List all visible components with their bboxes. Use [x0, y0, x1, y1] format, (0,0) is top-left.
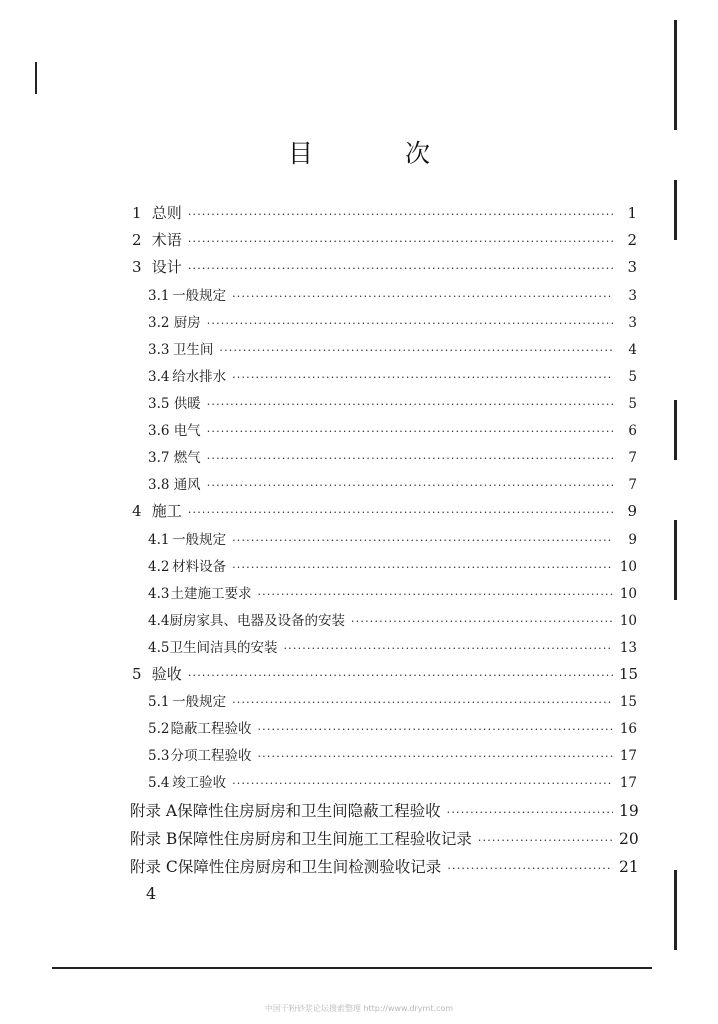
- toc-entry-number: 4.4: [148, 613, 170, 629]
- scan-edge-mark: [674, 520, 677, 600]
- toc-entry-number: 4.5: [148, 640, 170, 656]
- toc-entry-number: 4.1: [148, 532, 170, 548]
- toc-entry: [130, 827, 637, 849]
- toc-entry-page: 3: [627, 258, 637, 276]
- toc-entry-label: 燃气: [173, 450, 201, 466]
- toc-dot-leader: [188, 669, 613, 682]
- toc-dot-leader: [232, 561, 613, 574]
- toc-entry-label: 土建施工要求: [170, 586, 252, 602]
- toc-entry-label: 电气: [173, 423, 201, 439]
- toc-entry: [148, 636, 637, 658]
- toc-entry-number: 3.7: [148, 450, 170, 466]
- toc-entry-page: 17: [619, 775, 637, 791]
- toc-dot-leader: [447, 862, 613, 875]
- toc-entry-page: 19: [619, 802, 639, 820]
- toc-entry: [148, 609, 637, 631]
- toc-entry: [132, 256, 637, 278]
- toc-entry-label: 厨房: [173, 315, 201, 331]
- toc-entry-number: 5.2: [148, 721, 170, 737]
- toc-dot-leader: [232, 777, 613, 790]
- toc-entry-page: 9: [627, 502, 637, 520]
- toc-dot-leader: [232, 290, 613, 303]
- toc-entry: [148, 771, 637, 793]
- toc-entry: [132, 202, 637, 224]
- bottom-rule: [52, 967, 652, 969]
- toc-dot-leader: [207, 452, 613, 465]
- toc-entry-number: 2: [132, 231, 142, 249]
- toc-dot-leader: [219, 344, 613, 357]
- scan-edge-mark: [35, 62, 37, 94]
- toc-entry-label: 设计: [151, 258, 182, 276]
- toc-entry-number: 附录 A: [130, 802, 178, 820]
- toc-entry-label: 卫生间: [172, 342, 214, 358]
- toc-entry-number: 4.3: [148, 586, 170, 602]
- toc-entry-number: 5.1: [148, 694, 170, 710]
- toc-entry-number: 4: [132, 502, 142, 520]
- toc-dot-leader: [257, 750, 613, 763]
- toc-entry-page: 3: [628, 315, 637, 331]
- watermark-text: 中国干粉砂浆论坛搜索整理 http://www.drymt.com: [264, 1004, 454, 1013]
- toc-entry-page: 15: [619, 665, 639, 683]
- scan-edge-mark: [674, 180, 677, 240]
- toc-entry: [148, 284, 637, 306]
- toc-entry-number: 3: [132, 258, 142, 276]
- page-title: 目 次: [288, 139, 472, 168]
- toc-entry: [148, 365, 637, 387]
- toc-dot-leader: [232, 696, 613, 709]
- toc-dot-leader: [207, 317, 613, 330]
- toc-dot-leader: [188, 506, 613, 519]
- toc-entry-page: 15: [619, 694, 637, 710]
- toc-entry-number: 附录 C: [130, 858, 178, 876]
- toc-entry-page: 5: [628, 396, 637, 412]
- toc-entry: [148, 528, 637, 550]
- toc-entry: [148, 419, 637, 441]
- toc-entry: [148, 690, 637, 712]
- toc-entry-number: 3.8: [148, 477, 170, 493]
- toc-entry-page: 21: [619, 858, 639, 876]
- toc-entry: [130, 855, 637, 877]
- toc-entry-label: 施工: [151, 502, 182, 520]
- toc-entry-number: 4.2: [148, 559, 170, 575]
- toc-entry-page: 4: [628, 342, 637, 358]
- toc-entry-number: 3.2: [148, 315, 170, 331]
- toc-entry-number: 附录 B: [130, 830, 178, 848]
- toc-entry: [130, 799, 637, 821]
- scan-edge-mark: [674, 870, 677, 950]
- toc-entry-number: 3.3: [148, 342, 170, 358]
- toc-entry-label: 卫生间洁具的安装: [169, 640, 278, 656]
- toc-entry-number: 3.4: [148, 369, 170, 385]
- toc-dot-leader: [188, 208, 613, 221]
- toc-entry-label: 隐蔽工程验收: [170, 721, 252, 737]
- toc-entry-number: 5.3: [148, 748, 170, 764]
- toc-entry: [148, 744, 637, 766]
- toc-entry-label: 验收: [151, 665, 182, 683]
- toc-entry-label: 供暖: [173, 396, 201, 412]
- toc-entry-label: 通风: [173, 477, 201, 493]
- toc-entry-number: 5: [132, 665, 142, 683]
- toc-dot-leader: [207, 425, 613, 438]
- toc-entry-label: 给水排水: [172, 369, 227, 385]
- toc-entry-label: 一般规定: [172, 288, 227, 304]
- toc-entry: [148, 338, 637, 360]
- scan-edge-mark: [674, 20, 677, 130]
- toc-entry: [148, 582, 637, 604]
- toc-entry-label: 总则: [151, 204, 182, 222]
- toc-entry-page: 17: [619, 748, 637, 764]
- toc-dot-leader: [232, 534, 613, 547]
- toc-entry-label: 材料设备: [172, 559, 227, 575]
- scan-edge-mark: [674, 400, 677, 460]
- toc-entry-page: 10: [619, 559, 637, 575]
- toc-entry: [148, 392, 637, 414]
- toc-entry-label: 一般规定: [172, 694, 227, 710]
- toc-entry: [148, 311, 637, 333]
- toc-dot-leader: [283, 642, 613, 655]
- toc-entry-page: 5: [628, 369, 637, 385]
- toc-entry-page: 13: [619, 640, 637, 656]
- toc-entry-number: 5.4: [148, 775, 170, 791]
- toc-dot-leader: [257, 723, 613, 736]
- toc-entry-page: 3: [628, 288, 637, 304]
- toc-entry-page: 16: [619, 721, 637, 737]
- toc-entry: [132, 663, 637, 685]
- toc-entry-page: 7: [628, 477, 637, 493]
- toc-entry-page: 10: [619, 613, 637, 629]
- toc-entry: [148, 473, 637, 495]
- toc-entry-page: 10: [619, 586, 637, 602]
- toc-dot-leader: [351, 615, 613, 628]
- toc-entry-page: 1: [627, 204, 637, 222]
- toc-entry-label: 一般规定: [172, 532, 227, 548]
- toc-dot-leader: [188, 262, 613, 275]
- toc-dot-leader: [447, 806, 613, 819]
- toc-entry-page: 20: [619, 830, 639, 848]
- toc-entry-label: 厨房家具、电器及设备的安装: [169, 613, 345, 629]
- toc-entry: [148, 717, 637, 739]
- toc-dot-leader: [207, 479, 613, 492]
- toc-entry-label: 竣工验收: [172, 775, 227, 791]
- toc-dot-leader: [478, 834, 613, 847]
- toc-entry-label: 保障性住房厨房和卫生间施工工程验收记录: [177, 830, 472, 848]
- toc-entry: [132, 500, 637, 522]
- toc-entry-page: 9: [628, 532, 637, 548]
- toc-dot-leader: [232, 371, 613, 384]
- toc-entry: [132, 229, 637, 251]
- toc-entry: [148, 446, 637, 468]
- toc-entry-number: 3.6: [148, 423, 170, 439]
- toc-entry: [148, 555, 637, 577]
- toc-dot-leader: [257, 588, 613, 601]
- toc-dot-leader: [188, 235, 613, 248]
- toc-entry-page: 7: [628, 450, 637, 466]
- toc-entry-number: 1: [132, 204, 142, 222]
- toc-entry-number: 3.5: [148, 396, 170, 412]
- toc-entry-page: 6: [628, 423, 637, 439]
- toc-entry-number: 3.1: [148, 288, 170, 304]
- toc-dot-leader: [207, 398, 613, 411]
- toc-entry-label: 保障性住房厨房和卫生间检测验收记录: [177, 858, 442, 876]
- page-number: 4: [146, 884, 157, 903]
- toc-entry-label: 术语: [151, 231, 182, 249]
- toc-entry-label: 保障性住房厨房和卫生间隐蔽工程验收: [177, 802, 441, 820]
- toc-entry-page: 2: [627, 231, 637, 249]
- toc-entry-label: 分项工程验收: [170, 748, 252, 764]
